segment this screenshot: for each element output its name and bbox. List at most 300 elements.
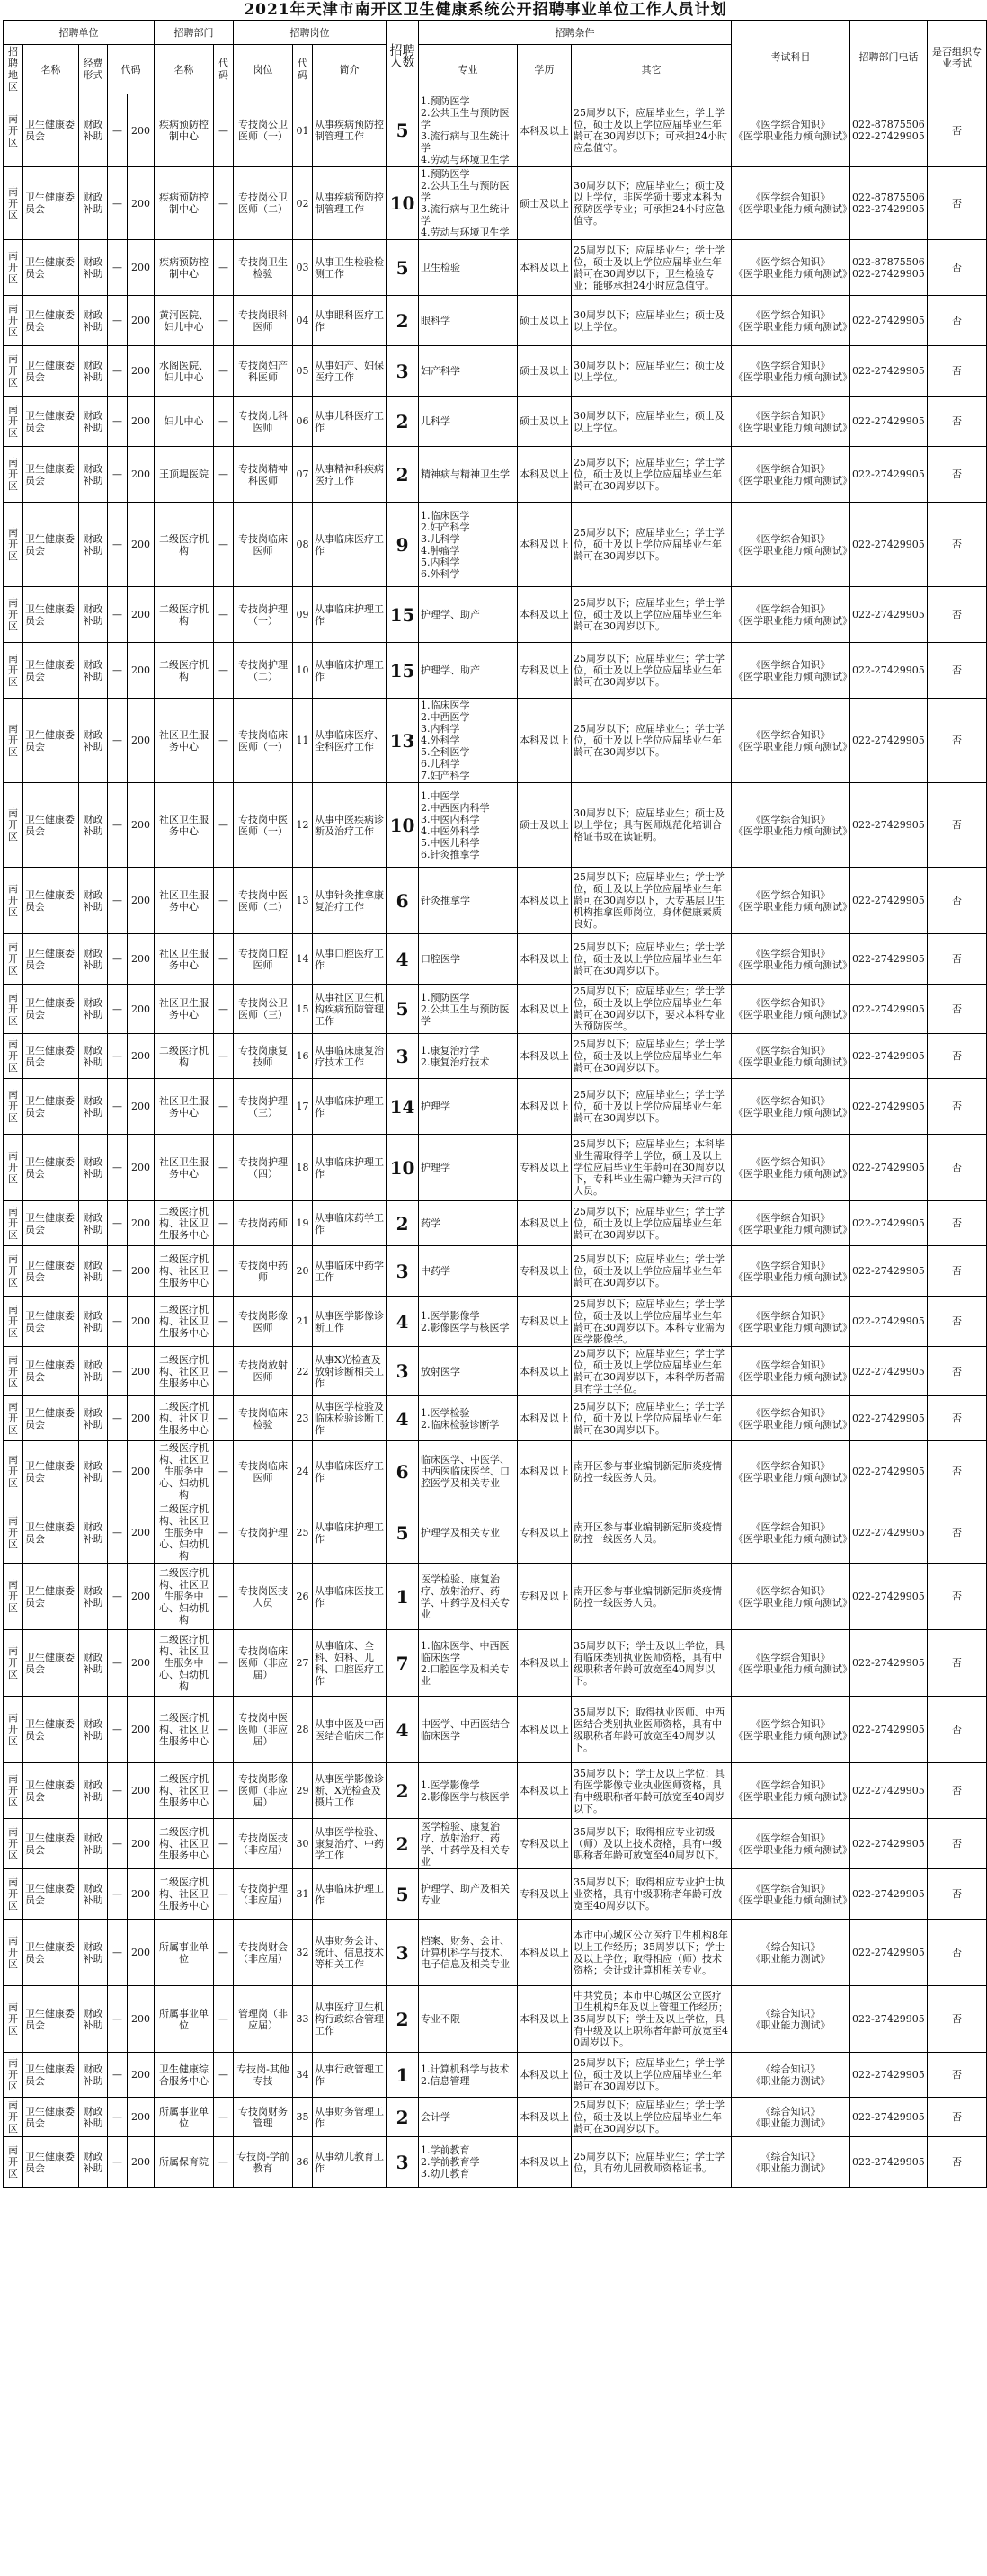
funding-cell: 财政补助: [79, 868, 108, 934]
post-desc-cell: 从事医学检验、康复治疗、中药学工作: [313, 1819, 387, 1869]
unit-code-cell: 200: [128, 1396, 155, 1441]
dash-cell: —: [108, 1630, 128, 1697]
unit-code-cell: 200: [128, 94, 155, 167]
post-name-cell: 管理岗（非应届）: [234, 1986, 293, 2053]
other-cell: 25周岁以下；应届毕业生；学士学位，硕士及以上学位应届毕业生年龄可在30周岁以下。: [572, 1034, 732, 1079]
dept-name-cell: 社区卫生服务中心: [155, 985, 214, 1034]
unit-code-cell: 200: [128, 240, 155, 296]
phone-cell: 022-27429905: [850, 1135, 928, 1201]
dept-code-cell: —: [214, 1763, 234, 1819]
major-cell: 护理学及相关专业: [419, 1502, 518, 1564]
table-row: [4, 503, 987, 587]
count-cell: 4: [387, 1697, 419, 1763]
major-cell: 1.临床医学 2.妇产科学 3.儿科学 4.肿瘤学 5.内科学 6.外科学: [419, 503, 518, 587]
major-cell: 临床医学、中医学、中西医临床医学、口腔医学及相关专业: [419, 1441, 518, 1502]
dash-cell: —: [108, 1297, 128, 1347]
funding-cell: 财政补助: [79, 397, 108, 447]
funding-cell: 财政补助: [79, 587, 108, 643]
major-cell: 中医学、中西医结合临床医学: [419, 1697, 518, 1763]
funding-cell: 财政补助: [79, 1763, 108, 1819]
header-exam: 考试科目: [732, 21, 850, 94]
unit-code-cell: 200: [128, 1986, 155, 2053]
funding-cell: 财政补助: [79, 1819, 108, 1869]
funding-cell: 财政补助: [79, 1441, 108, 1502]
major-cell: 护理学、助产: [419, 587, 518, 643]
post-code-cell: 35: [293, 2098, 313, 2137]
area-cell: 南开区: [4, 1347, 23, 1396]
dept-name-cell: 所属事业单位: [155, 1920, 214, 1986]
dept-name-cell: 社区卫生服务中心: [155, 868, 214, 934]
post-desc-cell: 从事医疗卫生机构行政综合管理工作: [313, 1986, 387, 2053]
extra-cell: 否: [928, 1986, 987, 2053]
dash-cell: —: [108, 587, 128, 643]
count-cell: 2: [387, 397, 419, 447]
dept-name-cell: 水阁医院、妇儿中心: [155, 346, 214, 397]
header-post: 招聘岗位: [234, 21, 387, 45]
edu-cell: 专科及以上: [518, 1502, 572, 1564]
table-row: [4, 1246, 987, 1297]
edu-cell: 专科及以上: [518, 1564, 572, 1630]
count-cell: 10: [387, 167, 419, 240]
funding-cell: 财政补助: [79, 1986, 108, 2053]
dash-cell: —: [108, 503, 128, 587]
extra-cell: 否: [928, 1763, 987, 1819]
funding-cell: 财政补助: [79, 240, 108, 296]
funding-cell: 财政补助: [79, 1564, 108, 1630]
dept-name-cell: 二级医疗机构、社区卫生服务中心: [155, 1201, 214, 1246]
dept-name-cell: 社区卫生服务中心: [155, 1079, 214, 1135]
unit-name-cell: 卫生健康委员会: [23, 1697, 79, 1763]
unit-name-cell: 卫生健康委员会: [23, 1819, 79, 1869]
area-cell: 南开区: [4, 397, 23, 447]
area-cell: 南开区: [4, 1763, 23, 1819]
funding-cell: 财政补助: [79, 1920, 108, 1986]
major-cell: 医学检验、康复治疗、放射治疗、药学、中药学及相关专业: [419, 1819, 518, 1869]
post-code-cell: 29: [293, 1763, 313, 1819]
unit-name-cell: 卫生健康委员会: [23, 1441, 79, 1502]
other-cell: 南开区参与事业编制新冠肺炎疫情防控一线医务人员。: [572, 1564, 732, 1630]
table-row: [4, 447, 987, 503]
post-name-cell: 专技岗中药师: [234, 1246, 293, 1297]
unit-name-cell: 卫生健康委员会: [23, 447, 79, 503]
edu-cell: 本科及以上: [518, 1697, 572, 1763]
post-code-cell: 04: [293, 296, 313, 346]
post-desc-cell: 从事针灸推拿康复治疗工作: [313, 868, 387, 934]
unit-name-cell: 卫生健康委员会: [23, 699, 79, 783]
extra-cell: 否: [928, 1201, 987, 1246]
other-cell: 南开区参与事业编制新冠肺炎疫情防控一线医务人员。: [572, 1502, 732, 1564]
count-cell: 5: [387, 1869, 419, 1920]
dash-cell: —: [108, 1564, 128, 1630]
major-cell: 护理学: [419, 1079, 518, 1135]
extra-cell: 否: [928, 1697, 987, 1763]
dept-name-cell: 二级医疗机构、社区卫生服务中心: [155, 1697, 214, 1763]
area-cell: 南开区: [4, 1564, 23, 1630]
major-cell: 护理学、助产及相关专业: [419, 1869, 518, 1920]
post-desc-cell: 从事临床药学工作: [313, 1201, 387, 1246]
dash-cell: —: [108, 985, 128, 1034]
header-major: 专业: [419, 45, 518, 94]
count-cell: 5: [387, 1502, 419, 1564]
unit-code-cell: 200: [128, 1502, 155, 1564]
dept-code-cell: —: [214, 1347, 234, 1396]
dash-cell: —: [108, 1819, 128, 1869]
area-cell: 南开区: [4, 1034, 23, 1079]
exam-cell: 《医学综合知识》 《医学职业能力倾向测试》: [732, 1697, 850, 1763]
unit-code-cell: 200: [128, 2098, 155, 2137]
post-desc-cell: 从事财务会计、统计、信息技术等相关工作: [313, 1920, 387, 1986]
dept-name-cell: 二级医疗机构、社区卫生服务中心: [155, 1297, 214, 1347]
extra-cell: 否: [928, 1347, 987, 1396]
post-name-cell: 专技岗-其他专技: [234, 2053, 293, 2098]
table-row: [4, 1297, 987, 1347]
extra-cell: 否: [928, 240, 987, 296]
extra-cell: 否: [928, 1564, 987, 1630]
unit-name-cell: 卫生健康委员会: [23, 397, 79, 447]
exam-cell: 《医学综合知识》 《医学职业能力倾向测试》: [732, 397, 850, 447]
post-code-cell: 14: [293, 934, 313, 985]
unit-name-cell: 卫生健康委员会: [23, 2053, 79, 2098]
header-count: 招聘人数: [387, 21, 419, 94]
header-dept-code: 代码: [214, 45, 234, 94]
edu-cell: 专科及以上: [518, 1869, 572, 1920]
exam-cell: 《医学综合知识》 《医学职业能力倾向测试》: [732, 1502, 850, 1564]
dash-cell: —: [108, 868, 128, 934]
funding-cell: 财政补助: [79, 2053, 108, 2098]
phone-cell: 022-27429905: [850, 783, 928, 868]
post-code-cell: 24: [293, 1441, 313, 1502]
unit-code-cell: 200: [128, 1763, 155, 1819]
post-name-cell: 专技岗眼科医师: [234, 296, 293, 346]
dept-code-cell: —: [214, 1034, 234, 1079]
post-code-cell: 28: [293, 1697, 313, 1763]
area-cell: 南开区: [4, 296, 23, 346]
post-desc-cell: 从事临床护理工作: [313, 1502, 387, 1564]
major-cell: 1.中医学 2.中西医内科学 3.中医内科学 4.中医外科学 5.中医儿科学 6.针灸推拿学: [419, 783, 518, 868]
dept-code-cell: —: [214, 1201, 234, 1246]
dept-code-cell: —: [214, 397, 234, 447]
major-cell: 口腔医学: [419, 934, 518, 985]
unit-code-cell: 200: [128, 397, 155, 447]
unit-code-cell: 200: [128, 1869, 155, 1920]
dept-code-cell: —: [214, 94, 234, 167]
exam-cell: 《医学综合知识》 《医学职业能力倾向测试》: [732, 1396, 850, 1441]
header-unit: 招聘单位: [4, 21, 155, 45]
unit-name-cell: 卫生健康委员会: [23, 643, 79, 699]
count-cell: 7: [387, 1630, 419, 1697]
exam-cell: 《医学综合知识》 《医学职业能力倾向测试》: [732, 985, 850, 1034]
funding-cell: 财政补助: [79, 1630, 108, 1697]
post-code-cell: 15: [293, 985, 313, 1034]
dept-code-cell: —: [214, 296, 234, 346]
count-cell: 3: [387, 1034, 419, 1079]
post-code-cell: 34: [293, 2053, 313, 2098]
edu-cell: 本科及以上: [518, 985, 572, 1034]
dept-name-cell: 所属事业单位: [155, 2098, 214, 2137]
post-name-cell: 专技岗临床医师（非应届）: [234, 1630, 293, 1697]
area-cell: 南开区: [4, 447, 23, 503]
dept-code-cell: —: [214, 783, 234, 868]
post-code-cell: 20: [293, 1246, 313, 1297]
exam-cell: 《医学综合知识》 《医学职业能力倾向测试》: [732, 868, 850, 934]
edu-cell: 本科及以上: [518, 447, 572, 503]
post-code-cell: 25: [293, 1502, 313, 1564]
dash-cell: —: [108, 2098, 128, 2137]
unit-name-cell: 卫生健康委员会: [23, 2137, 79, 2188]
unit-code-cell: 200: [128, 783, 155, 868]
count-cell: 6: [387, 1441, 419, 1502]
post-desc-cell: 从事临床医技工作: [313, 1564, 387, 1630]
post-name-cell: 专技岗儿科医师: [234, 397, 293, 447]
post-desc-cell: 从事妇产、妇保医疗工作: [313, 346, 387, 397]
dept-code-cell: —: [214, 1297, 234, 1347]
post-name-cell: 专技岗护理: [234, 1502, 293, 1564]
post-name-cell: 专技岗中医医师（非应届）: [234, 1697, 293, 1763]
count-cell: 9: [387, 503, 419, 587]
table-row: [4, 1819, 987, 1869]
unit-name-cell: 卫生健康委员会: [23, 1630, 79, 1697]
edu-cell: 专科及以上: [518, 1297, 572, 1347]
table-row: [4, 1630, 987, 1697]
post-code-cell: 22: [293, 1347, 313, 1396]
other-cell: 25周岁以下；应届毕业生；学士学位，硕士及以上学位应届毕业生年龄可在30周岁以下。: [572, 699, 732, 783]
area-cell: 南开区: [4, 643, 23, 699]
other-cell: 25周岁以下；应届毕业生；学士学位，具有幼儿园教师资格证书。: [572, 2137, 732, 2188]
other-cell: 25周岁以下；应届毕业生；本科毕业生需取得学士学位，硕士及以上学位应届毕业生年龄可在30周岁以下，专科毕业生需户籍为天津市的人员。: [572, 1135, 732, 1201]
exam-cell: 《医学综合知识》 《医学职业能力倾向测试》: [732, 1441, 850, 1502]
count-cell: 3: [387, 1246, 419, 1297]
unit-name-cell: 卫生健康委员会: [23, 587, 79, 643]
major-cell: 护理学: [419, 1135, 518, 1201]
other-cell: 25周岁以下；应届毕业生；学士学位，硕士及以上学位应届毕业生年龄可在30周岁以下。: [572, 1396, 732, 1441]
area-cell: 南开区: [4, 503, 23, 587]
edu-cell: 专科及以上: [518, 1246, 572, 1297]
exam-cell: 《医学综合知识》 《医学职业能力倾向测试》: [732, 1201, 850, 1246]
dept-code-cell: —: [214, 643, 234, 699]
edu-cell: 本科及以上: [518, 868, 572, 934]
dash-cell: —: [108, 296, 128, 346]
unit-name-cell: 卫生健康委员会: [23, 985, 79, 1034]
exam-cell: 《医学综合知识》 《医学职业能力倾向测试》: [732, 1763, 850, 1819]
table-row: [4, 2053, 987, 2098]
post-name-cell: 专技岗临床医师（一）: [234, 699, 293, 783]
post-name-cell: 专技岗公卫医师（一）: [234, 94, 293, 167]
area-cell: 南开区: [4, 1297, 23, 1347]
area-cell: 南开区: [4, 1819, 23, 1869]
exam-cell: 《医学综合知识》 《医学职业能力倾向测试》: [732, 240, 850, 296]
dept-name-cell: 卫生健康综合服务中心: [155, 2053, 214, 2098]
header-extra: 是否组织专业考试: [928, 21, 987, 94]
other-cell: 25周岁以下；应届毕业生；学士学位，硕士及以上学位应届毕业生年龄可在30周岁以下。: [572, 2053, 732, 2098]
post-code-cell: 12: [293, 783, 313, 868]
table-row: [4, 1564, 987, 1630]
dash-cell: —: [108, 1986, 128, 2053]
post-code-cell: 23: [293, 1396, 313, 1441]
major-cell: 妇产科学: [419, 346, 518, 397]
post-name-cell: 专技岗-学前教育: [234, 2137, 293, 2188]
unit-code-cell: 200: [128, 447, 155, 503]
exam-cell: 《医学综合知识》 《医学职业能力倾向测试》: [732, 296, 850, 346]
exam-cell: 《医学综合知识》 《医学职业能力倾向测试》: [732, 346, 850, 397]
exam-cell: 《医学综合知识》 《医学职业能力倾向测试》: [732, 94, 850, 167]
extra-cell: 否: [928, 447, 987, 503]
phone-cell: 022-27429905: [850, 1441, 928, 1502]
count-cell: 3: [387, 2137, 419, 2188]
major-cell: 1.计算机科学与技术 2.信息管理: [419, 2053, 518, 2098]
table-row: [4, 346, 987, 397]
post-desc-cell: 从事儿科医疗工作: [313, 397, 387, 447]
post-code-cell: 19: [293, 1201, 313, 1246]
dash-cell: —: [108, 643, 128, 699]
exam-cell: 《综合知识》 《职业能力测试》: [732, 2098, 850, 2137]
major-cell: 儿科学: [419, 397, 518, 447]
extra-cell: 否: [928, 1135, 987, 1201]
extra-cell: 否: [928, 699, 987, 783]
post-name-cell: 专技岗中医医师（一）: [234, 783, 293, 868]
phone-cell: 022-27429905: [850, 1079, 928, 1135]
unit-name-cell: 卫生健康委员会: [23, 1869, 79, 1920]
count-cell: 2: [387, 447, 419, 503]
major-cell: 眼科学: [419, 296, 518, 346]
dept-name-cell: 二级医疗机构、社区卫生服务中心: [155, 1763, 214, 1819]
dash-cell: —: [108, 1135, 128, 1201]
other-cell: 35周岁以下；学士及以上学位，具有临床类别执业医师资格，具有中级职称者年龄可放宽至40周岁以下。: [572, 1630, 732, 1697]
post-name-cell: 专技岗护理（一）: [234, 587, 293, 643]
extra-cell: 否: [928, 1396, 987, 1441]
unit-code-cell: 200: [128, 587, 155, 643]
other-cell: 25周岁以下；应届毕业生；学士学位，硕士及以上学位应届毕业生年龄可在30周岁以下。: [572, 503, 732, 587]
post-desc-cell: 从事临床中药学工作: [313, 1246, 387, 1297]
funding-cell: 财政补助: [79, 167, 108, 240]
exam-cell: 《综合知识》 《职业能力测试》: [732, 1986, 850, 2053]
phone-cell: 022-27429905: [850, 447, 928, 503]
phone-cell: 022-87875506 022-27429905: [850, 94, 928, 167]
unit-name-cell: 卫生健康委员会: [23, 1297, 79, 1347]
dash-cell: —: [108, 2137, 128, 2188]
unit-code-cell: 200: [128, 296, 155, 346]
dash-cell: —: [108, 397, 128, 447]
major-cell: 1.预防医学 2.公共卫生与预防医学 3.流行病与卫生统计学 4.劳动与环境卫生学: [419, 167, 518, 240]
funding-cell: 财政补助: [79, 1347, 108, 1396]
edu-cell: 本科及以上: [518, 1201, 572, 1246]
exam-cell: 《医学综合知识》 《医学职业能力倾向测试》: [732, 1564, 850, 1630]
edu-cell: 硕士及以上: [518, 397, 572, 447]
dept-code-cell: —: [214, 2098, 234, 2137]
unit-code-cell: 200: [128, 1201, 155, 1246]
post-desc-cell: 从事中医及中西医结合临床工作: [313, 1697, 387, 1763]
area-cell: 南开区: [4, 1920, 23, 1986]
dept-name-cell: 社区卫生服务中心: [155, 783, 214, 868]
count-cell: 13: [387, 699, 419, 783]
major-cell: 档案、财务、会计、计算机科学与技术、电子信息及相关专业: [419, 1920, 518, 1986]
funding-cell: 财政补助: [79, 643, 108, 699]
exam-cell: 《医学综合知识》 《医学职业能力倾向测试》: [732, 643, 850, 699]
post-code-cell: 10: [293, 643, 313, 699]
dash-cell: —: [108, 1763, 128, 1819]
extra-cell: 否: [928, 1441, 987, 1502]
post-name-cell: 专技岗卫生检验: [234, 240, 293, 296]
dept-name-cell: 二级医疗机构、社区卫生服务中心、妇幼机构: [155, 1441, 214, 1502]
phone-cell: 022-27429905: [850, 1396, 928, 1441]
header-conditions: 招聘条件: [419, 21, 732, 45]
dept-code-cell: —: [214, 587, 234, 643]
post-name-cell: 专技岗妇产科医师: [234, 346, 293, 397]
post-code-cell: 33: [293, 1986, 313, 2053]
header-funding: 经费形式: [79, 45, 108, 94]
table-row: [4, 240, 987, 296]
major-cell: 1.医学检验 2.临床检验诊断学: [419, 1396, 518, 1441]
header-unit-code: 代码: [108, 45, 155, 94]
post-name-cell: 专技岗影像医师: [234, 1297, 293, 1347]
post-code-cell: 02: [293, 167, 313, 240]
area-cell: 南开区: [4, 783, 23, 868]
count-cell: 15: [387, 587, 419, 643]
area-cell: 南开区: [4, 94, 23, 167]
unit-name-cell: 卫生健康委员会: [23, 1347, 79, 1396]
funding-cell: 财政补助: [79, 2098, 108, 2137]
other-cell: 25周岁以下；应届毕业生；学士学位，硕士及以上学位应届毕业生年龄可在30周岁以下；可承担24小时应急值守。: [572, 94, 732, 167]
dept-code-cell: —: [214, 1819, 234, 1869]
area-cell: 南开区: [4, 167, 23, 240]
phone-cell: 022-27429905: [850, 1564, 928, 1630]
unit-name-cell: 卫生健康委员会: [23, 1920, 79, 1986]
other-cell: 本市中心城区公立医疗卫生机构8年以上工作经历；35周岁以下；学士及以上学位；取得相应（师）技术资格；会计或计算机相关专业。: [572, 1920, 732, 1986]
major-cell: 放射医学: [419, 1347, 518, 1396]
funding-cell: 财政补助: [79, 699, 108, 783]
dept-name-cell: 王顶堤医院: [155, 447, 214, 503]
funding-cell: 财政补助: [79, 503, 108, 587]
edu-cell: 本科及以上: [518, 1986, 572, 2053]
dash-cell: —: [108, 2053, 128, 2098]
edu-cell: 本科及以上: [518, 699, 572, 783]
major-cell: 1.预防医学 2.公共卫生与预防医学 3.流行病与卫生统计学 4.劳动与环境卫生学: [419, 94, 518, 167]
dash-cell: —: [108, 240, 128, 296]
count-cell: 2: [387, 296, 419, 346]
unit-code-cell: 200: [128, 643, 155, 699]
unit-name-cell: 卫生健康委员会: [23, 346, 79, 397]
post-code-cell: 17: [293, 1079, 313, 1135]
phone-cell: 022-87875506 022-27429905: [850, 240, 928, 296]
dash-cell: —: [108, 934, 128, 985]
post-desc-cell: 从事口腔医疗工作: [313, 934, 387, 985]
unit-name-cell: 卫生健康委员会: [23, 1135, 79, 1201]
edu-cell: 本科及以上: [518, 1630, 572, 1697]
other-cell: 25周岁以下；应届毕业生；学士学位，硕士及以上学位应届毕业生年龄可在30周岁以下。: [572, 643, 732, 699]
other-cell: 南开区参与事业编制新冠肺炎疫情防控一线医务人员。: [572, 1441, 732, 1502]
unit-code-cell: 200: [128, 1079, 155, 1135]
area-cell: 南开区: [4, 1986, 23, 2053]
funding-cell: 财政补助: [79, 1135, 108, 1201]
funding-cell: 财政补助: [79, 985, 108, 1034]
dash-cell: —: [108, 783, 128, 868]
dept-code-cell: —: [214, 1697, 234, 1763]
post-name-cell: 专技岗康复技师: [234, 1034, 293, 1079]
post-desc-cell: 从事行政管理工作: [313, 2053, 387, 2098]
dept-code-cell: —: [214, 240, 234, 296]
dept-code-cell: —: [214, 934, 234, 985]
area-cell: 南开区: [4, 240, 23, 296]
exam-cell: 《综合知识》 《职业能力测试》: [732, 2053, 850, 2098]
dept-name-cell: 社区卫生服务中心: [155, 1135, 214, 1201]
funding-cell: 财政补助: [79, 934, 108, 985]
other-cell: 25周岁以下；应届毕业生；学士学位，硕士及以上学位应届毕业生年龄可在30周岁以下。: [572, 1246, 732, 1297]
unit-name-cell: 卫生健康委员会: [23, 1502, 79, 1564]
funding-cell: 财政补助: [79, 2137, 108, 2188]
edu-cell: 硕士及以上: [518, 346, 572, 397]
count-cell: 2: [387, 1986, 419, 2053]
funding-cell: 财政补助: [79, 1201, 108, 1246]
phone-cell: 022-27429905: [850, 1697, 928, 1763]
